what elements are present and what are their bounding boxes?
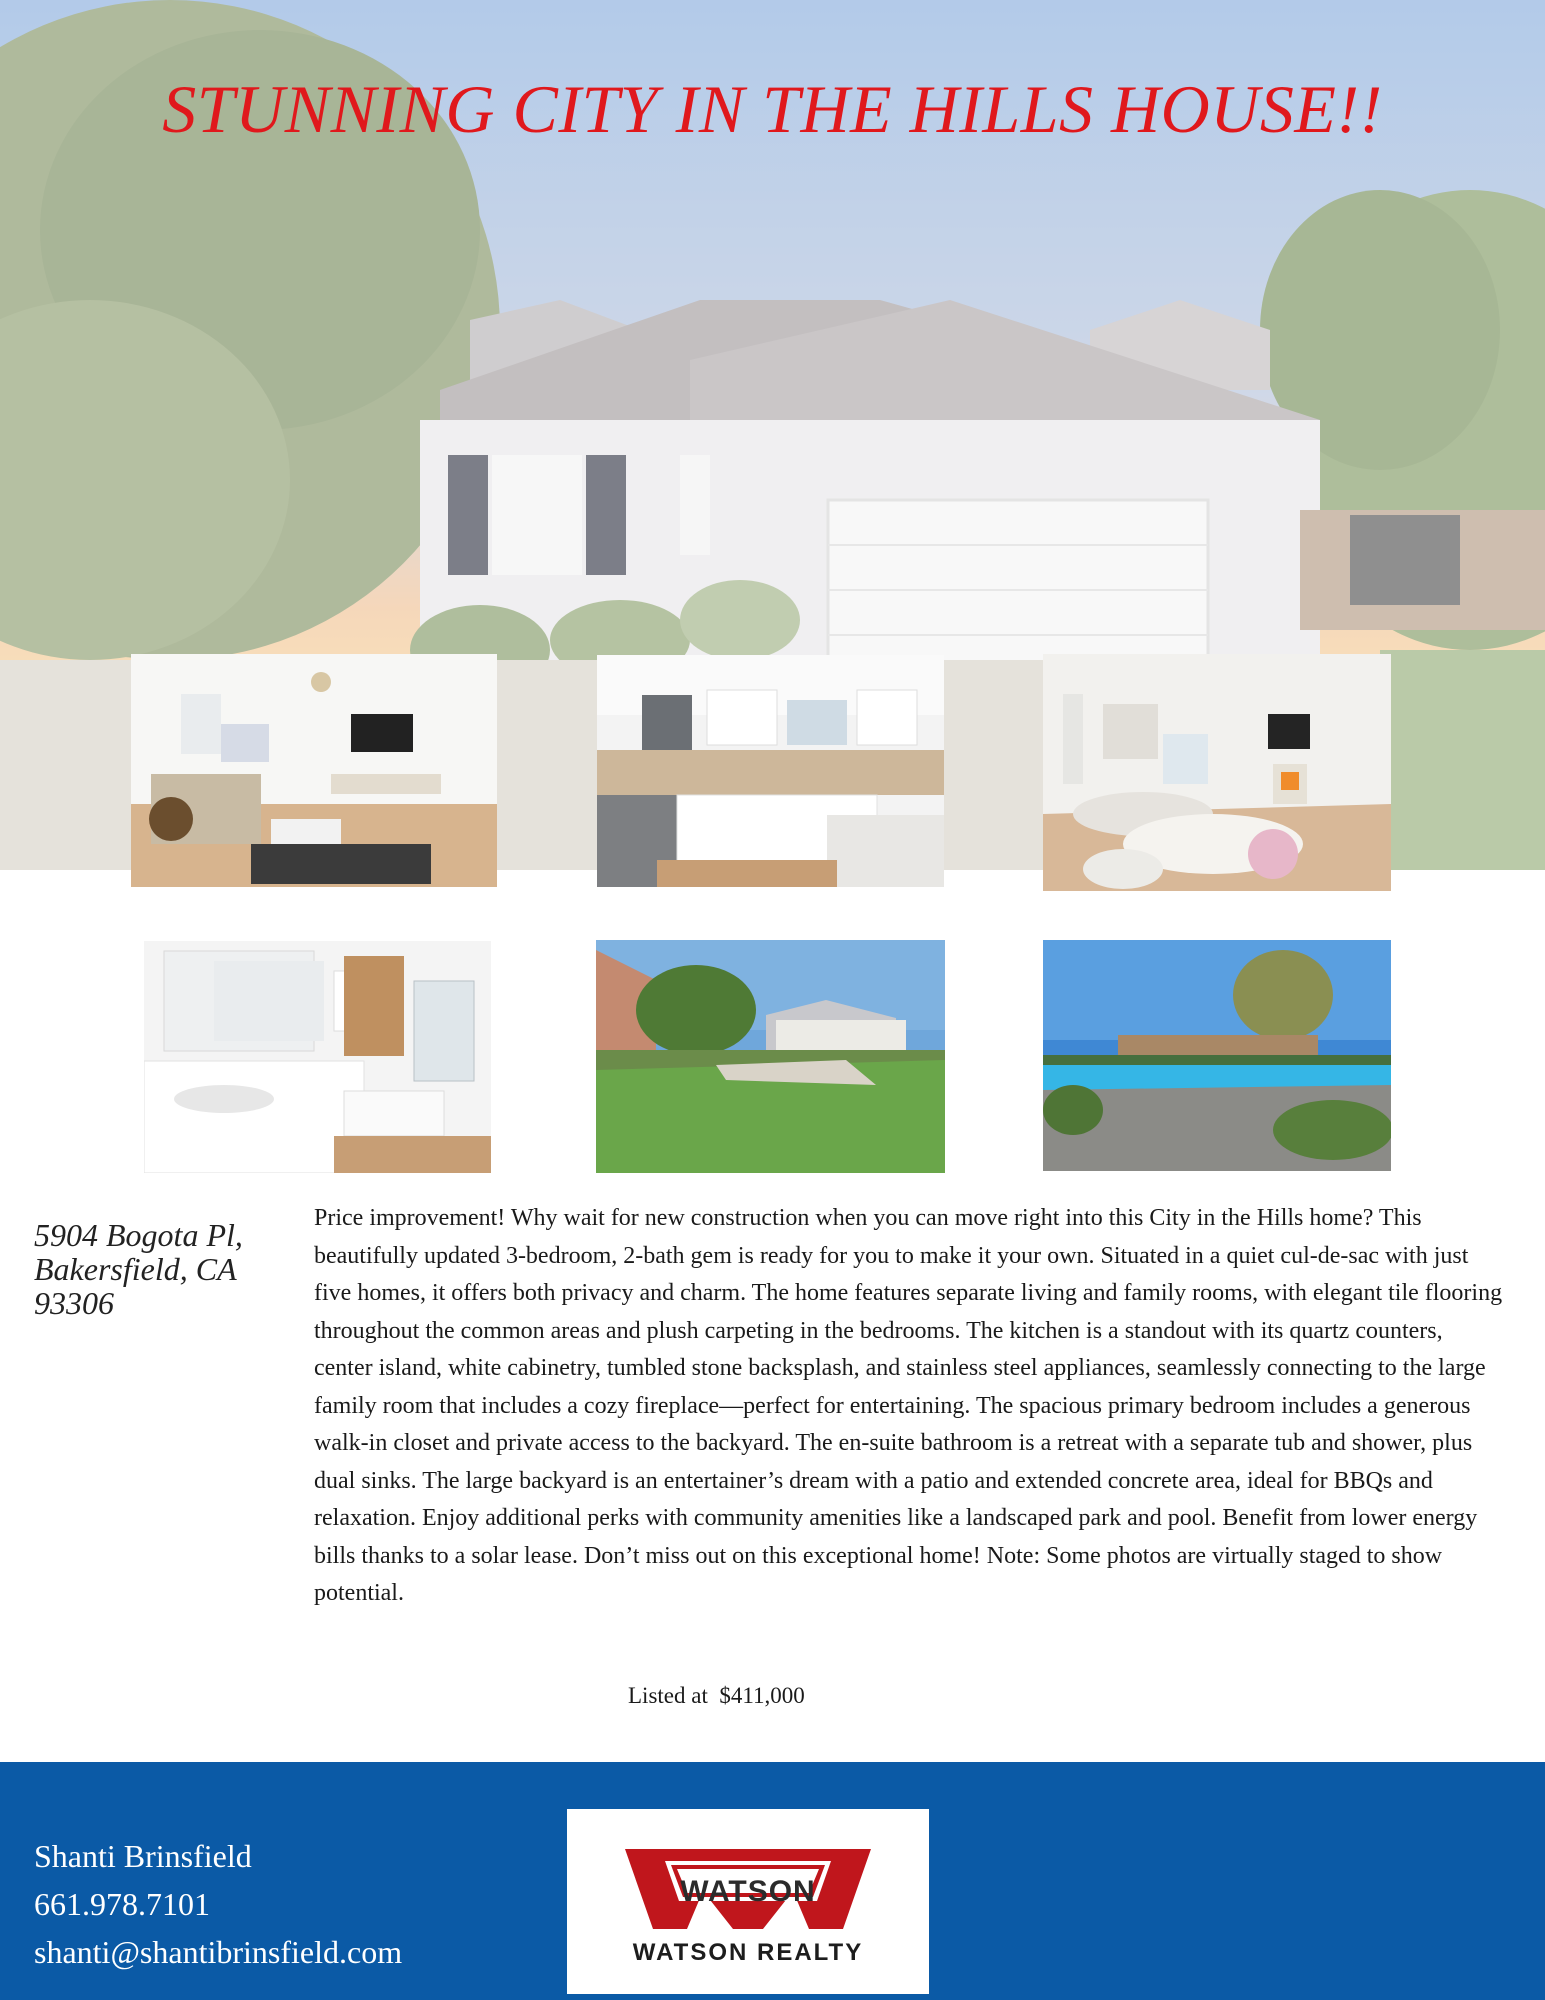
headline: STUNNING CITY IN THE HILLS HOUSE!! [162, 71, 1383, 147]
watson-realty-logo [567, 1809, 929, 1994]
logo-company-name: WATSON REALTY [632, 1939, 864, 1966]
logo-wordmark: WATSON [680, 1875, 816, 1908]
listing-price: Listed at $411,000 [628, 1683, 805, 1708]
address-city-state: Bakersfield, CA [34, 1251, 237, 1287]
community-pool-photo [1043, 940, 1391, 1171]
bathroom-photo [144, 941, 491, 1173]
agent-email[interactable]: shanti@shantibrinsfield.com [34, 1934, 403, 1970]
backyard-photo [596, 940, 945, 1173]
family-room-photo [1043, 654, 1391, 891]
agent-contact [34, 1832, 402, 1976]
address-zip: 93306 [34, 1285, 114, 1321]
address-street: 5904 Bogota Pl, [34, 1217, 243, 1253]
footer-bar [0, 1762, 1545, 2000]
property-address [34, 1218, 294, 1320]
property-description: Price improvement! Why wait for new construction when you can move right into this City in the Hills home? This beautifully updated 3-bedroom, 2-bath gem is ready for you to make it your own. Situated in a quiet cul-de-sac with just five homes, it offers both privacy and charm. The home features separate living and family rooms, with elegant tile flooring throughout the common areas and plush carpeting in the bedrooms. The kitchen is a standout with its quartz counters, center island, white cabinetry, tumbled stone backsplash, and stainless steel appliances, seamlessly connecting to the large family room that includes a cozy fireplace—perfect for entertaining. The spacious primary bedroom includes a generous walk-in closet and private access to the backyard. The en-suite bathroom is a retreat with a separate tub and shower, plus dual sinks. The large backyard is an entertainer’s dream with a patio and extended concrete area, ideal for BBQs and relaxation. Enjoy additional perks with community amenities like a landscaped park and pool. Benefit from lower energy bills thanks to a solar lease. Don’t miss out on this exceptional home! Note: Some photos are virtually staged to show potential. [314, 1205, 1503, 1606]
living-room-photo [131, 654, 497, 887]
kitchen-photo [597, 655, 944, 887]
agent-name: Shanti Brinsfield [34, 1838, 252, 1874]
agent-phone[interactable]: 661.978.7101 [34, 1886, 210, 1922]
